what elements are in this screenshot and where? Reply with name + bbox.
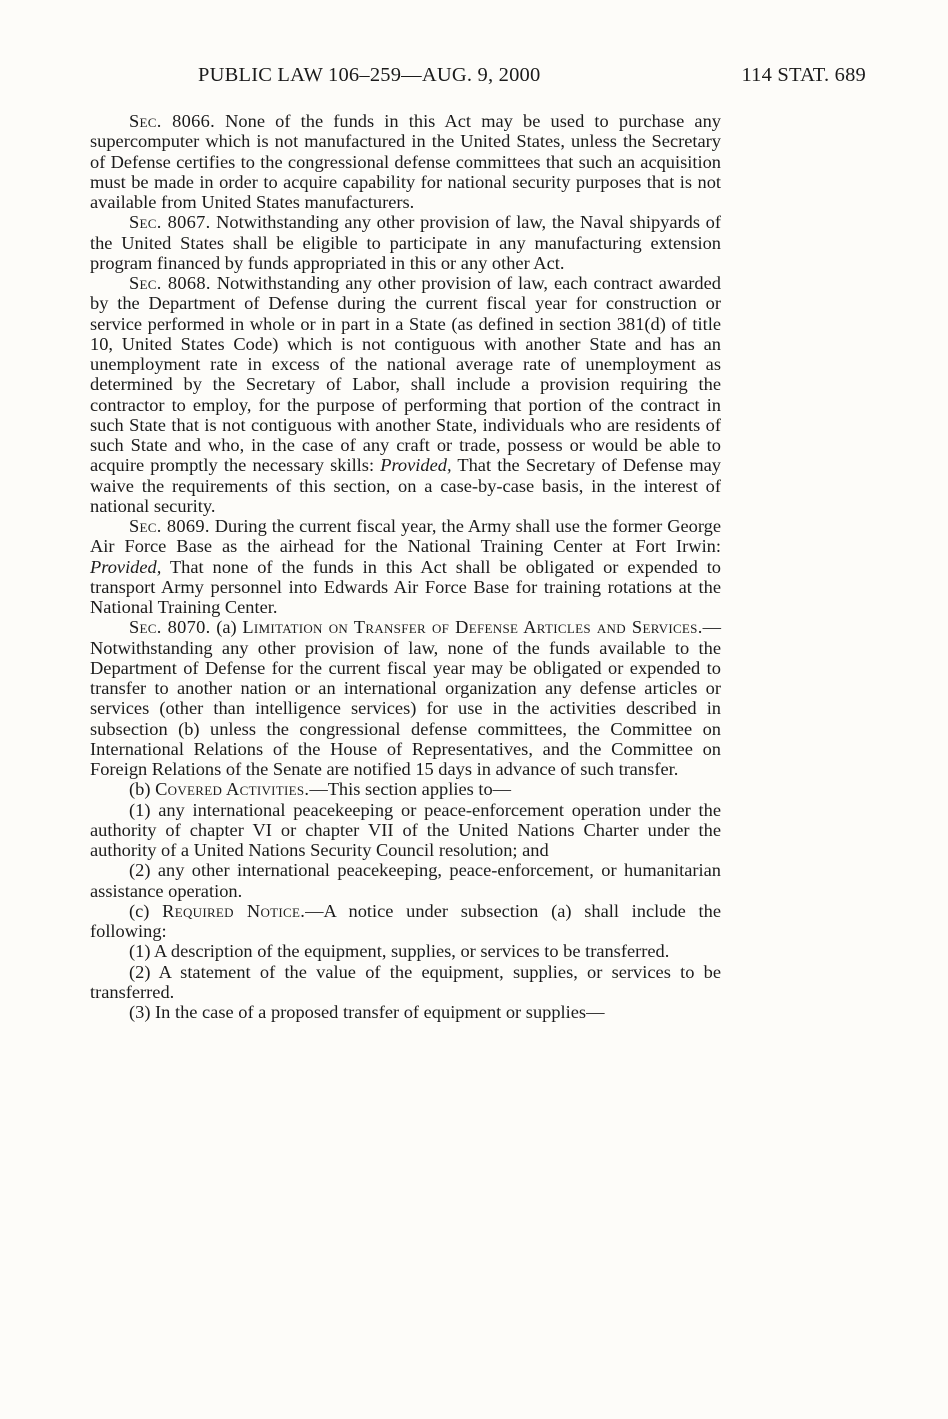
subsection-text: —This section applies to—	[309, 779, 512, 800]
page-header-law-title: PUBLIC LAW 106–259—AUG. 9, 2000	[198, 64, 541, 86]
subsection-text: —Notwithstanding any other provision of law, none of the funds available to the Department of Defense for the current fiscal year may be obligated or expended to transfer to another nation or an international organization any defense articles or services (other than intelligence services) for use in the activities described in subsection (b) unless the congressional defense committees, the Committee on International Relations of the House of Representatives, and the Committee on Foreign Relations of the Senate are notified 15 days in advance of such transfer.	[90, 617, 721, 779]
section-label: Sec. 8070.	[129, 617, 211, 638]
document-body	[90, 111, 721, 1022]
section-text: Notwithstanding any other provision of law, each contract awarded by the Department of Defense during the current fiscal year for construction or service performed in whole or in part in a State (as defined in section 381(d) of title 10, United States Code) which is not contiguous with another State and has an unemployment rate in excess of the national average rate of unemployment as determined by the Secretary of Labor, shall include a provision requiring the contractor to employ, for the purpose of performing that portion of the contract in such State that is not contiguous with another State, individuals who are residents of such State and who, in the case of any craft or trade, possess or would be able to acquire promptly the necessary skills:	[90, 273, 721, 476]
subsection-text: —A notice under subsection (a) shall include the following:	[90, 900, 721, 941]
subsection-marker: (b)	[129, 779, 151, 800]
section-8070-c-paragraph-1: (1) A description of the equipment, supplies, or services to be transferred.	[129, 941, 670, 962]
section-8070-b-paragraph-2: (2) any other international peacekeeping, peace-enforcement, or humanitarian assistance operation.	[90, 860, 721, 901]
proviso-text: That the Secretary of Defense may waive the requirements of this section, on a case-by-case basis, in the interest of national security.	[90, 455, 721, 516]
section-text: None of the funds in this Act may be used to purchase any supercomputer which is not manufactured in the United States, unless the Secretary of Defense certifies to the congressional defense committees that such an acquisition must be made in order to acquire capability for national security purposes that is not available from United States manufacturers.	[90, 111, 721, 212]
subsection-heading: Required Notice.	[162, 900, 306, 921]
subsection-marker: (a)	[216, 617, 237, 638]
section-label: Sec. 8068.	[129, 273, 211, 293]
subsection-marker: (c)	[129, 900, 150, 921]
section-label: Sec. 8069.	[129, 516, 210, 536]
proviso-label: Provided,	[90, 556, 162, 577]
subsection-heading: Covered Activities.	[155, 779, 310, 800]
section-8066	[90, 111, 721, 212]
section-8070-c-paragraph-2: (2) A statement of the value of the equipment, supplies, or services to be transferred.	[90, 961, 721, 1002]
section-label: Sec. 8066.	[129, 111, 215, 131]
section-8070-c	[90, 901, 721, 942]
section-8070-b-paragraph-1: (1) any international peacekeeping or peace-enforcement operation under the authority of chapter VI or chapter VII of the United Nations Charter under the authority of a United Nations Security Council resolution; and	[90, 799, 721, 860]
section-8069	[90, 516, 721, 617]
subsection-heading: Limitation on Transfer of Defense Articles and Services.	[242, 617, 703, 638]
section-8070-c-paragraph-3: (3) In the case of a proposed transfer of equipment or supplies—	[129, 1002, 605, 1022]
proviso-label: Provided,	[380, 455, 452, 476]
section-8068	[90, 273, 721, 516]
section-8070-b	[90, 779, 721, 799]
section-text: Notwithstanding any other provision of law, the Naval shipyards of the United States shall be eligible to participate in any manufacturing extension program financed by funds appropriated in this or any other Act.	[90, 212, 721, 273]
section-label: Sec. 8067.	[129, 212, 211, 233]
section-8070-a	[90, 617, 721, 779]
page-header-stat-reference: 114 STAT. 689	[741, 64, 866, 86]
proviso-text: That none of the funds in this Act shall be obligated or expended to transport Army personnel into Edwards Air Force Base for training rotations at the National Training Center.	[90, 556, 722, 617]
section-text: During the current fiscal year, the Army shall use the former George Air Force Base as the airhead for the National Training Center at Fort Irwin:	[90, 516, 721, 557]
section-8067	[90, 212, 721, 273]
